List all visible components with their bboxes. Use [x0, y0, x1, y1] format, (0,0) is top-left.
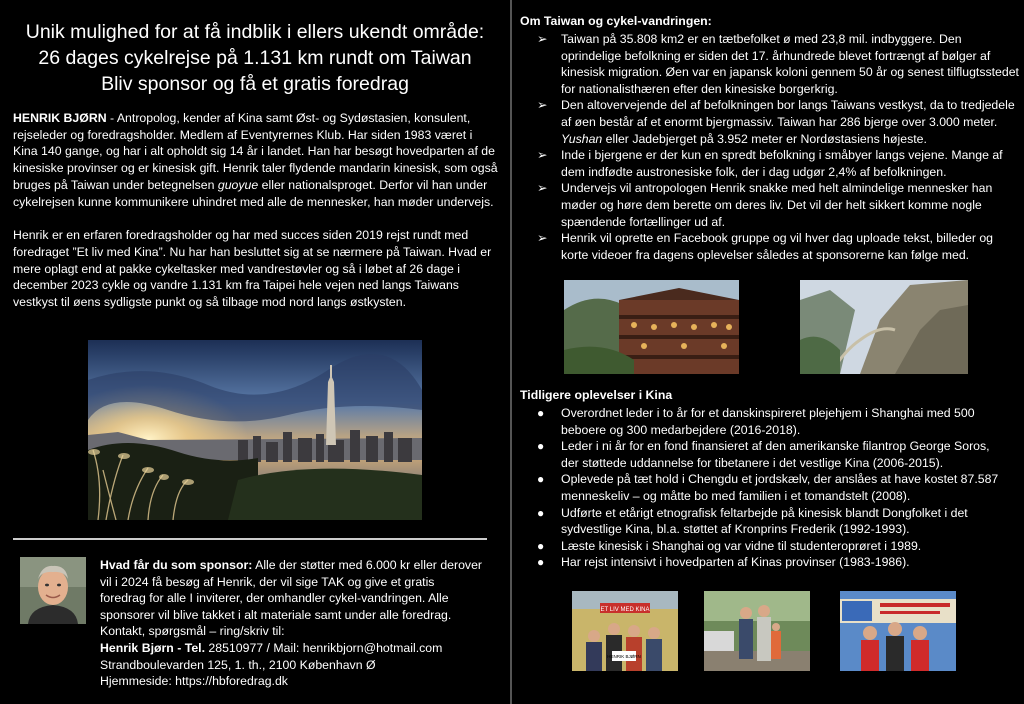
sponsor-info	[100, 557, 500, 690]
dot-bullet-icon: ●	[537, 555, 545, 570]
sponsor-text: Alle der støtter med 6.000 kr eller derover	[252, 558, 483, 572]
list-item-line: Har rejst intensivt i hovedparten af Kinas provinser (1983-1986).	[561, 555, 910, 570]
list-item-line: korte videoer fra dagens oplevelser således at sponsorerne kan følge med.	[561, 247, 970, 262]
section-title-taiwan: Om Taiwan og cykel-vandringen:	[520, 14, 712, 28]
list-item-line: møder og høre dem berette om deres liv. Det vil der helt sikkert komme nogle	[561, 197, 982, 212]
list-item-line: Inde i bjergene er der kun en spredt befolkning i småbyer langs vejene. Mange af	[561, 148, 1003, 163]
title-line-3: Bliv sponsor og få et gratis foredrag	[101, 73, 409, 95]
group-photo-banner	[840, 591, 956, 671]
address-line: Strandboulevarden 125, 1. th., 2100 København Ø	[100, 657, 376, 672]
intro-italic-term: guoyue	[217, 177, 259, 192]
list-item	[537, 538, 1016, 555]
list-item-line: Læste kinesisk i Shanghai og var vidne til studenteroprøret i 1989.	[561, 538, 922, 553]
list-item-line: Oplevede på tæt hold i Chengdu et jordskælv, der anslåes at have kostet 87.587	[561, 472, 999, 487]
left-page	[0, 0, 510, 704]
list-item	[537, 97, 1016, 147]
list-item-line: sydvestlige Kina, bl.a. støttet af Kronprins Frederik (1992-1993).	[561, 522, 910, 537]
sponsor-line: sponsorer vil blive takket i alt materiale samt under alle foredrag.	[100, 607, 452, 622]
sponsor-line: Kontakt, spørgsmål – ring/skriv til:	[100, 624, 285, 639]
avatar	[20, 557, 86, 624]
sponsor-heading: Hvad får du som sponsor:	[100, 558, 253, 572]
title-line-1: Unik mulighed for at få indblik i ellers ukendt område:	[25, 21, 485, 43]
dot-bullet-icon: ●	[537, 439, 545, 454]
list-item	[537, 554, 1016, 571]
family-photo-field	[572, 591, 678, 671]
section-divider	[13, 538, 487, 540]
list-item	[537, 505, 1016, 538]
list-item-line: spændende fortællinger ud af.	[561, 214, 726, 229]
list-item-line: Leder i ni år for en fond finansieret af den amerikanske filantrop George Soros,	[561, 439, 990, 454]
intro-name: HENRIK BJØRN	[13, 111, 107, 125]
gorge-photo	[800, 280, 968, 374]
arrow-bullet-icon: ➢	[537, 98, 548, 113]
list-item	[537, 180, 1016, 230]
list-item-line: Undervejs vil antropologen Henrik snakke med helt almindelige mennesker han	[561, 181, 993, 196]
contact-line	[100, 640, 500, 657]
list-item-line: Den altovervejende del af befolkningen bor langs Taiwans vestkyst, da to tredjedele	[561, 98, 1015, 113]
dot-bullet-icon: ●	[537, 505, 545, 520]
list-item	[537, 405, 1016, 438]
village-photo	[564, 280, 739, 374]
list-item-line: kinesisk migration. Øen var en japansk koloni gennem 50 år og senest tilflugtsstedet	[561, 65, 1019, 80]
contact-name: Henrik Bjørn - Tel.	[100, 640, 205, 655]
list-item-line: der støttede uddannelse for tibetanere i det vestlige Kina (2006-2015).	[561, 455, 944, 470]
list-item-line: for nationalisthæren efter den kinesiske borgerkrig.	[561, 81, 838, 96]
list-item	[537, 438, 1016, 471]
arrow-bullet-icon: ➢	[537, 181, 548, 196]
list-item-line: Udførte et etårigt etnografisk feltarbejde på kinesisk blandt Dongfolket i det	[561, 505, 968, 520]
list-item	[537, 471, 1016, 504]
arrow-bullet-icon: ➢	[537, 148, 548, 163]
list-item	[537, 230, 1016, 263]
photo-sign-text: ET LIV MED KINA	[600, 607, 650, 613]
photo-sign-name: HENRIK BJØRN	[607, 654, 641, 659]
china-experience-list	[537, 405, 1016, 571]
website-line[interactable]: Hjemmeside: https://hbforedrag.dk	[100, 674, 288, 689]
section-title-china: Tidligere oplevelser i Kina	[520, 388, 673, 402]
list-item-line: dem indfødte austronesiske folk, der i dag udgør 2,4% af befolkningen.	[561, 164, 947, 179]
list-item-line: oprindelige befolkning er siden det 17. århundrede blevet fortrængt af bølger af	[561, 48, 991, 63]
intro-text-a: - Antropolog, kender af Kina samt Øst- og Sydøstasien, konsulent, rejseleder og foredragsholder. Medlem af Eventyrernes Klub. Har siden 1983 været i Kina 140 gange, og har i alt opholdt sig 14 år i landet. Han har besøgt hovedparten af de kinesiske provinser og er kinesisk gift. Henrik taler flydende mandarin kinesisk, som også bruges på Taiwan under betegnelsen	[13, 111, 498, 192]
sponsor-line: foredrag for alle I inviterer, der omhandler cykel-vandringen. Alle	[100, 591, 449, 606]
arrow-bullet-icon: ➢	[537, 32, 548, 46]
list-item	[537, 147, 1016, 180]
list-item	[537, 31, 1019, 97]
list-item-line: Henrik vil oprette en Facebook gruppe og vil hver dag uploade tekst, billeder og	[561, 231, 994, 246]
taipei-skyline-photo	[88, 340, 422, 520]
page-title	[0, 19, 510, 97]
dot-bullet-icon: ●	[537, 538, 545, 553]
intro-text-b: eller nationalsproget. Derfor vil han under cykelrejsen kunne kommunikere uhindret med alle de mennesker, han møder undervejs.	[13, 177, 494, 209]
intro-paragraph-1	[13, 110, 498, 210]
arrow-bullet-icon: ➢	[537, 231, 548, 246]
italic-term: Yushan	[561, 131, 603, 146]
intro-text	[13, 110, 498, 328]
intro-paragraph-2: Henrik er en erfaren foredragsholder og har med succes siden 2019 rejst rundt med foredraget ”Et liv med Kina”. Nu har han besluttet sig at se nærmere på Taiwan. Hvad er mere oplagt end at pakke cykeltasker med vandrestøvler og så i løbet af 26 dage i december 2023 cykle og vandre 1.131 km fra Taipei hele vejen ned langs Taiwans vestkyst til øens sydligste punkt og så tilbage mod nord langs østkysten.	[13, 228, 492, 310]
list-item-line: Overordnet leder i to år for et danskinspireret plejehjem i Shanghai med 500	[561, 406, 975, 420]
taiwan-facts-list	[537, 31, 1019, 263]
list-item-line: menneskeliv – og måtte bo med familien i et tomandstelt (2008).	[561, 488, 911, 503]
sponsor-line: vil i 2024 få besøg af Henrik, der vil sige TAK og give et gratis	[100, 574, 435, 589]
family-photo-street	[704, 591, 810, 671]
title-line-2: 26 dages cykelrejse på 1.131 km rundt om Taiwan	[38, 47, 472, 69]
dot-bullet-icon: ●	[537, 472, 545, 487]
dot-bullet-icon: ●	[537, 406, 545, 420]
list-item-line: Yushan eller Jadebjerget på 3.952 meter er Nordøstasiens højeste.	[561, 131, 927, 146]
list-item-line: af øen består af et enormt bjergmassiv. Taiwan har 286 bjerge over 3.000 meter.	[561, 114, 998, 129]
list-item-line: Taiwan på 35.808 km2 er en tætbefolket ø med 23,8 mil. indbyggere. Den	[561, 32, 962, 46]
contact-phone-mail: 28510977 / Mail: henrikbjorn@hotmail.com	[205, 640, 443, 655]
right-page	[512, 0, 1024, 704]
sponsor-line	[100, 557, 500, 574]
list-item-line: beboere og 300 medarbejdere (2016-2018).	[561, 422, 801, 437]
